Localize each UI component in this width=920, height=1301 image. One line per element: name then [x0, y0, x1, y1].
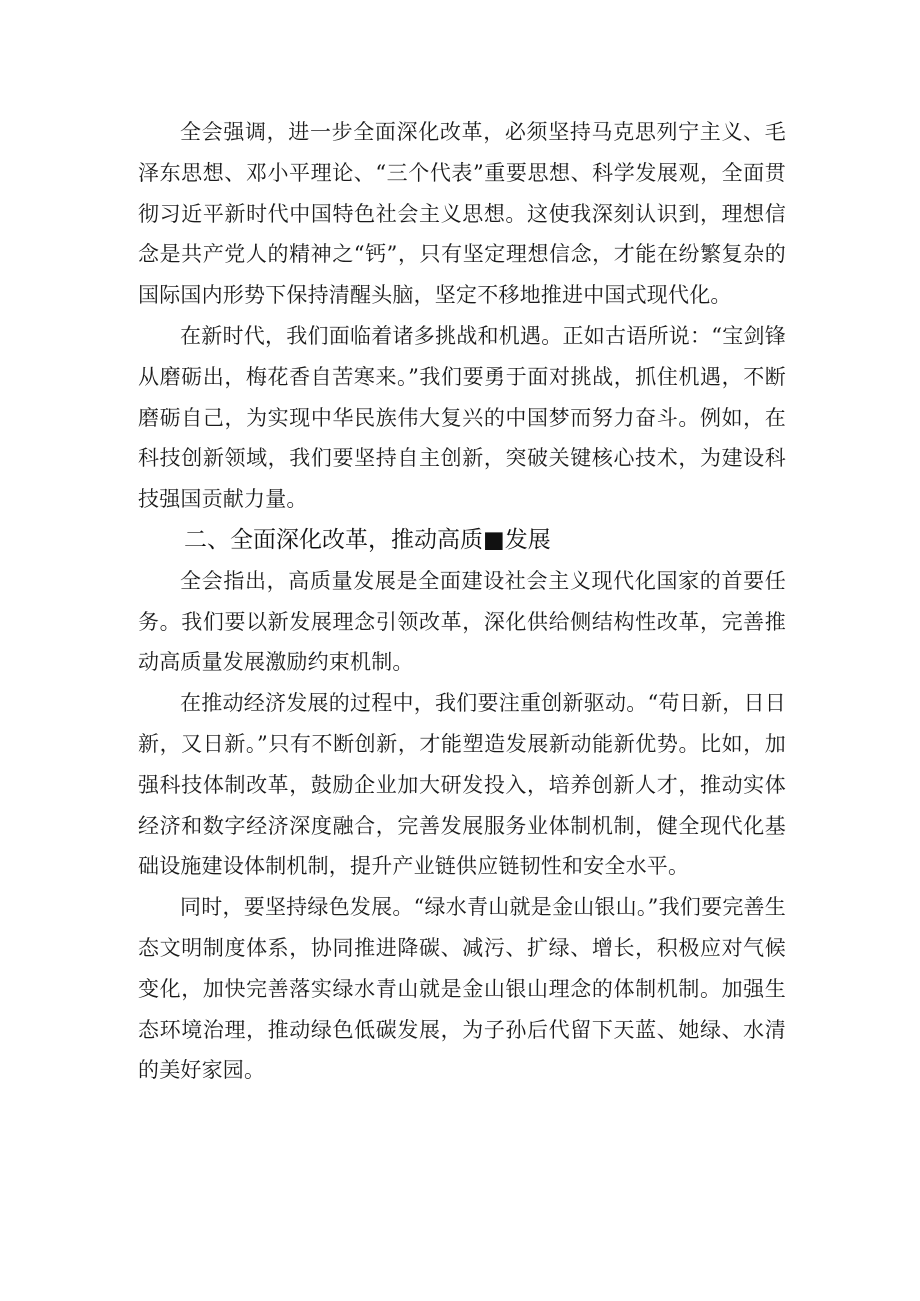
document-page: [138, 112, 786, 1091]
paragraph-green-development: 同时，要坚持绿色发展。“绿水青山就是金山银山。”我们要完善生态文明制度体系，协同推进降碳、减污、扩绿、增长，积极应对气候变化，加快完善落实绿水青山就是金山银山理念的体制机制。加强生态环境治理，推动绿色低碳发展，为子孙后代留下天蓝、她绿、水清的美好家园。: [138, 895, 786, 1083]
paragraph-high-quality-development: 全会指出，高质量发展是全面建设社会主义现代化国家的首要任务。我们要以新发展理念引领改革，深化供给侧结构性改革，完善推动高质量发展激励约束机制。: [138, 568, 786, 675]
paragraph-challenges: 在新时代，我们面临着诸多挑战和机遇。正如古语所说：“宝剑锋从磨砺出，梅花香自苦寒来。”我们要勇于面对挑战，抓住机遇，不断磨砺自己，为实现中华民族伟大复兴的中国梦而努力奋斗。例如，在科技创新领域，我们要坚持自主创新，突破关键核心技术，为建设科技强国贡献力量。: [138, 323, 786, 512]
paragraph-innovation: 在推动经济发展的过程中，我们要注重创新驱动。“苟日新，日日新，又日新。”只有不断创新，才能塑造发展新动能新优势。比如，加强科技体制改革，鼓励企业加大研发投入，培养创新人才，推动实体经济和数字经济深度融合，完善发展服务业体制机制，健全现代化基础设施建设体制机制，提升产业链供应链韧性和安全水平。: [138, 691, 786, 879]
paragraph-ideals: 全会强调，进一步全面深化改革，必须坚持马克思列宁主义、毛泽东思想、邓小平理论、“三个代表”重要思想、科学发展观，全面贯彻习近平新时代中国特色社会主义思想。这使我深刻认识到，理想信念是共产党人的精神之“钙”，只有坚定理想信念，才能在纷繁复杂的国际国内形势下保持清醒头脑，坚定不移地推进中国式现代化。: [138, 120, 786, 308]
section-heading: 二、全面深化改革，推动高质■发展: [184, 526, 551, 553]
